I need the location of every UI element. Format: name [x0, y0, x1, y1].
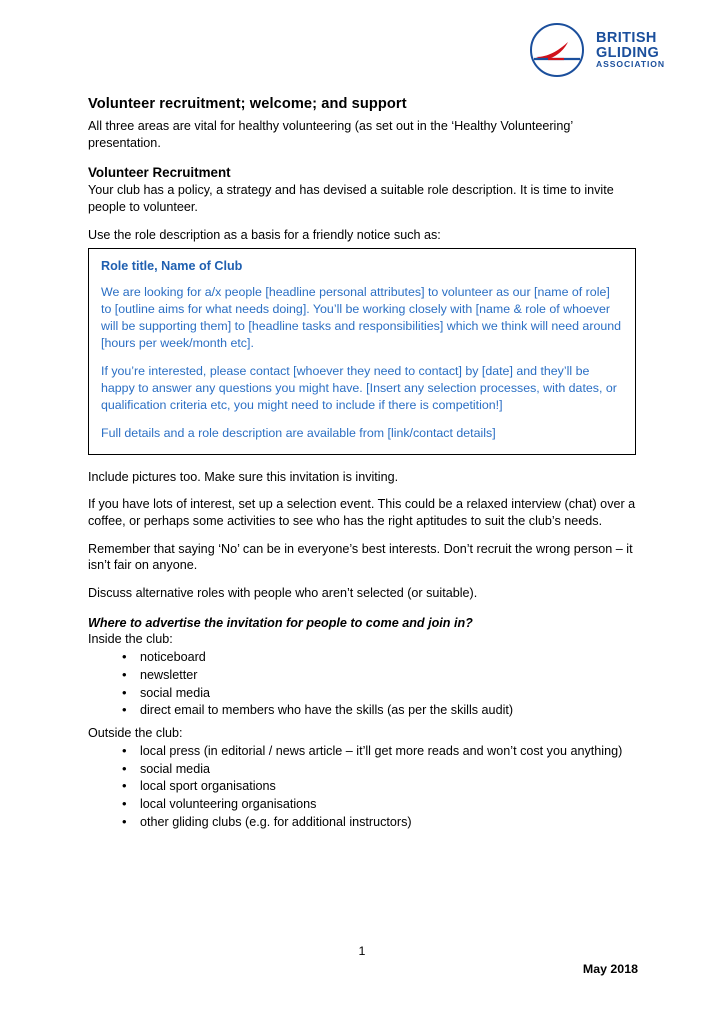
logo-line-3: ASSOCIATION — [596, 59, 665, 70]
list-item: • social media — [138, 761, 636, 778]
list-item: • newsletter — [138, 667, 636, 684]
page-number: 1 — [358, 944, 366, 958]
sample-notice-box — [88, 248, 636, 455]
glider-circle-icon — [528, 19, 590, 81]
list-item: • other gliding clubs (e.g. for additional instructors) — [138, 814, 636, 831]
list-item: • direct email to members who have the skills (as per the skills audit) — [138, 702, 636, 719]
bga-logo — [528, 18, 688, 82]
where-to-advertise-heading: Where to advertise the invitation for people to come and join in? — [88, 615, 473, 630]
document-body — [88, 96, 636, 836]
inside-club-list — [88, 649, 636, 718]
glider-swoosh-icon — [534, 39, 586, 65]
list-item: • noticeboard — [138, 649, 636, 666]
footer-date: May 2018 — [582, 962, 638, 976]
after-box-paragraph-1: Include pictures too. Make sure this invitation is inviting. — [88, 469, 399, 484]
notice-paragraph-3: Full details and a role description are available from [link/contact details] — [101, 425, 496, 440]
after-box-paragraph-3: Remember that saying ‘No’ can be in everyone’s best interests. Don’t recruit the wrong person – it isn’t fair on anyone. — [88, 541, 633, 573]
list-item: • local sport organisations — [138, 778, 636, 795]
outside-club-label: Outside the club: — [88, 725, 183, 740]
list-item: • local press (in editorial / news article – it’ll get more reads and won’t cost you anything) — [138, 743, 636, 760]
list-item: • social media — [138, 685, 636, 702]
section-heading-volunteer-recruitment: Volunteer Recruitment — [88, 165, 231, 181]
logo-line-2: GLIDING — [596, 44, 660, 61]
logo-line-1: BRITISH — [596, 29, 657, 46]
list-item: • local volunteering organisations — [138, 796, 636, 813]
after-box-paragraph-4: Discuss alternative roles with people who aren’t selected (or suitable). — [88, 586, 478, 601]
section-paragraph-2: Use the role description as a basis for a friendly notice such as: — [88, 227, 441, 242]
logo-wordmark — [596, 31, 665, 69]
notice-paragraph-1: We are looking for a/x people [headline personal attributes] to volunteer as our [name of role] to [outline aims for what needs doing]. You’ll be working closely with [name & role of whoever will be supporting them] to [headline tasks and responsibilities] which we think will need around [hours per week/month etc]. — [101, 284, 622, 350]
page-title: Volunteer recruitment; welcome; and support — [88, 96, 407, 112]
outside-club-list — [88, 743, 636, 830]
after-box-paragraph-2: If you have lots of interest, set up a selection event. This could be a relaxed interview (chat) over a coffee, or perhaps some activities to see who has the right aptitudes to suit the club’s needs. — [88, 497, 636, 529]
inside-club-label: Inside the club: — [88, 631, 173, 646]
notice-paragraph-2: If you’re interested, please contact [whoever they need to contact] by [date] and they’ll be happy to answer any questions you might have. [Insert any selection processes, with dates, or qualification criteria etc, you might need to include if there is competition!] — [101, 363, 617, 412]
intro-paragraph: All three areas are vital for healthy volunteering (as set out in the ‘Healthy Volunteering’ presentation. — [88, 119, 573, 150]
section-paragraph-1: Your club has a policy, a strategy and has devised a suitable role description. It is time to invite people to volunteer. — [88, 183, 614, 215]
notice-title: Role title, Name of Club — [101, 258, 243, 273]
